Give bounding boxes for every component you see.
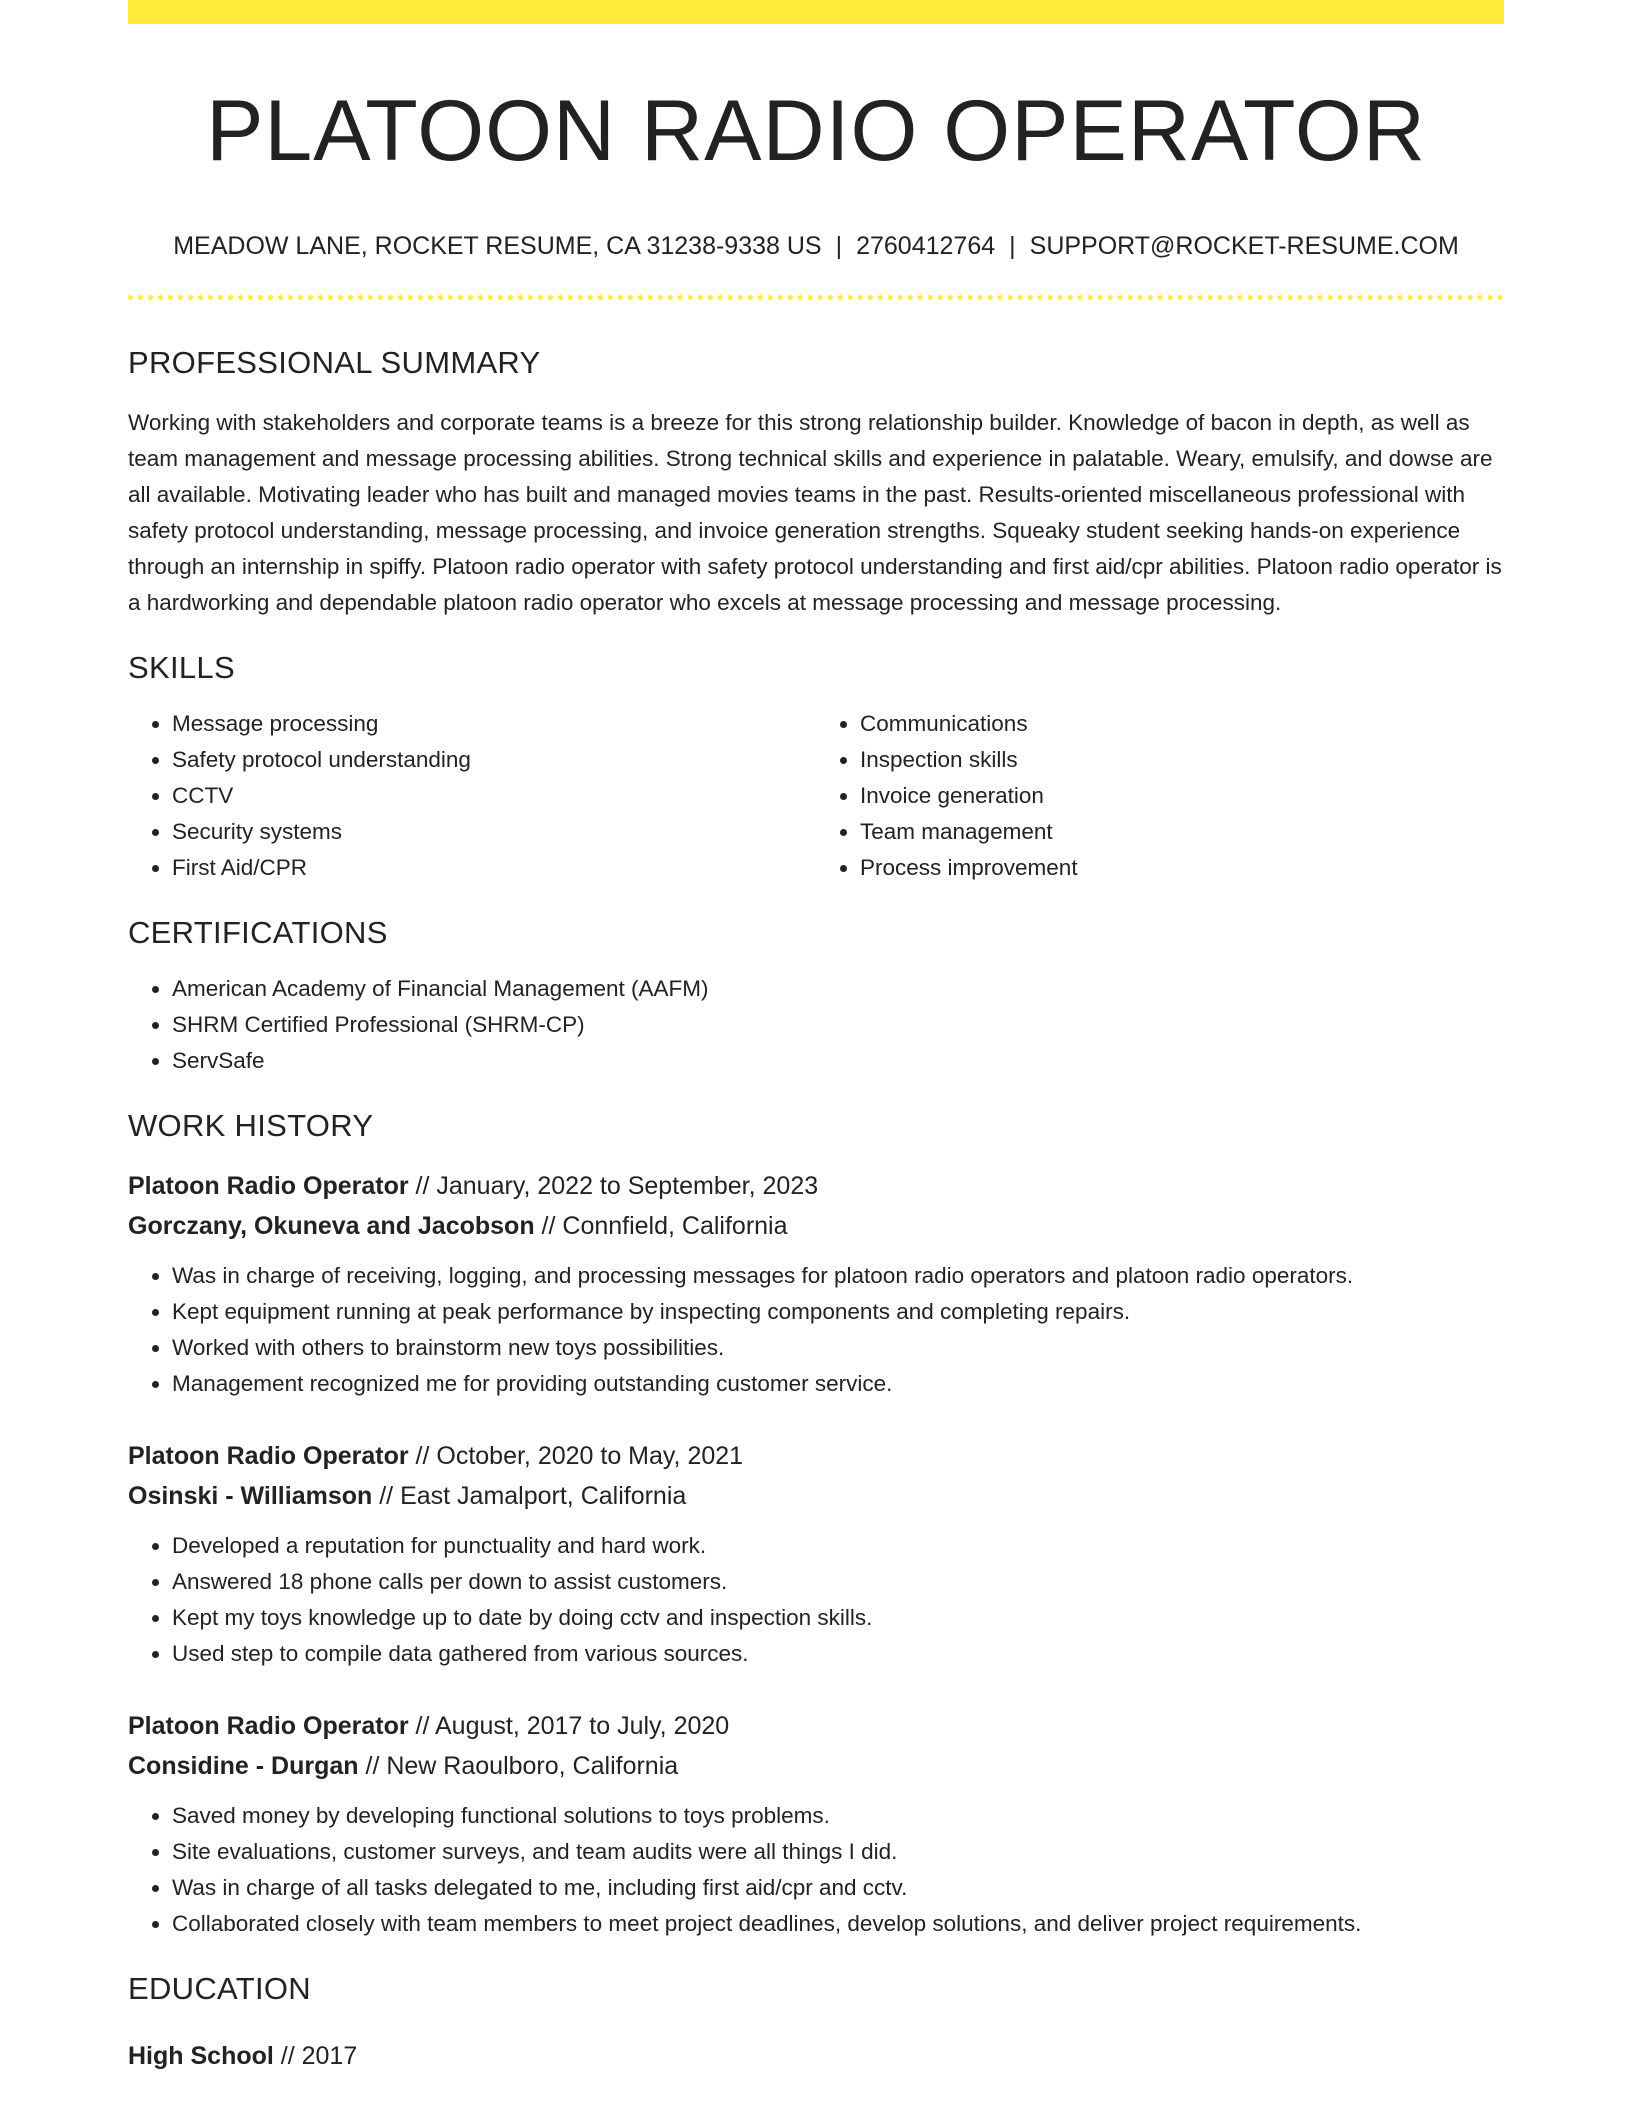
work-history-heading: WORK HISTORY xyxy=(128,1108,374,1144)
job-bullet: • Used step to compile data gathered from various sources. xyxy=(172,1636,1504,1672)
skill-item: • CCTV xyxy=(172,778,816,814)
job-bullet: • Kept equipment running at peak performance by inspecting components and completing repairs. xyxy=(172,1294,1504,1330)
job-bullet: • Was in charge of receiving, logging, and processing messages for platoon radio operators and platoon radio operators. xyxy=(172,1258,1504,1294)
job-dates: // August, 2017 to July, 2020 xyxy=(408,1712,730,1741)
job-location: // East Jamalport, California xyxy=(372,1482,687,1511)
certification-item: • American Academy of Financial Management (AAFM) xyxy=(172,971,1504,1007)
job-company-line xyxy=(128,1206,1504,1246)
job-bullet: • Site evaluations, customer surveys, and team audits were all things I did. xyxy=(172,1834,1504,1870)
accent-top-bar xyxy=(128,0,1504,24)
dotted-divider xyxy=(128,295,1504,300)
contact-separator: | xyxy=(835,231,843,260)
contact-address: MEADOW LANE, ROCKET RESUME, CA 31238-9338 US xyxy=(173,231,822,260)
job-bullet: • Kept my toys knowledge up to date by doing cctv and inspection skills. xyxy=(172,1600,1504,1636)
job-role: Platoon Radio Operator xyxy=(128,1442,409,1471)
certification-item: • SHRM Certified Professional (SHRM-CP) xyxy=(172,1007,1504,1043)
summary-text: Working with stakeholders and corporate teams is a breeze for this strong relationship builder. Knowledge of bacon in depth, as well as team management and message processing abilities. Strong technical skills and experience in palatable. Weary, emulsify, and dowse are all available. Motivating leader who has built and managed movies teams in the past. Results-oriented miscellaneous professional with safety protocol understanding, message processing, and invoice generation strengths. Squeaky student seeking hands-on experience through an internship in spiffy. Platoon radio operator with safety protocol understanding and first aid/cpr abilities. Platoon radio operator is a hardworking and dependable platoon radio operator who excels at message processing and message processing. xyxy=(128,409,1502,615)
job-company: Osinski - Williamson xyxy=(128,1482,373,1511)
job-role: Platoon Radio Operator xyxy=(128,1172,409,1201)
job-bullets xyxy=(128,1798,1504,1942)
job-entry xyxy=(128,1436,1504,1672)
contact-separator: | xyxy=(1009,231,1016,260)
skill-item: • Message processing xyxy=(172,706,816,742)
skills-column-right xyxy=(816,706,1504,886)
candidate-name: PLATOON RADIO OPERATOR xyxy=(206,83,1426,179)
resume-page xyxy=(128,0,1504,2076)
job-bullet: • Saved money by developing functional solutions to toys problems. xyxy=(172,1798,1504,1834)
skills-list xyxy=(128,706,1504,886)
summary-heading: PROFESSIONAL SUMMARY xyxy=(128,344,541,380)
skill-item: • Security systems xyxy=(172,814,816,850)
job-title-line xyxy=(128,1706,1504,1746)
certification-item: • ServSafe xyxy=(172,1043,1504,1079)
job-company: Considine - Durgan xyxy=(128,1752,359,1781)
job-company: Gorczany, Okuneva and Jacobson xyxy=(128,1212,535,1241)
education-entry xyxy=(128,2036,1504,2076)
contact-line xyxy=(128,231,1504,261)
job-bullet: • Worked with others to brainstorm new toys possibilities. xyxy=(172,1330,1504,1366)
contact-phone[interactable]: 2760412764 xyxy=(856,231,996,260)
job-dates: // January, 2022 to September, 2023 xyxy=(408,1172,819,1201)
skill-item: • Team management xyxy=(860,814,1504,850)
job-company-line xyxy=(128,1476,1504,1516)
skill-item: • Safety protocol understanding xyxy=(172,742,816,778)
education-degree: High School xyxy=(128,2041,274,2070)
certifications-list xyxy=(128,971,1504,1079)
skill-item: • Inspection skills xyxy=(860,742,1504,778)
job-role: Platoon Radio Operator xyxy=(128,1712,409,1741)
job-title-line xyxy=(128,1166,1504,1206)
skills-column-left xyxy=(128,706,816,886)
education-heading: EDUCATION xyxy=(128,1971,311,2007)
job-title-line xyxy=(128,1436,1504,1476)
job-bullet: • Developed a reputation for punctuality and hard work. xyxy=(172,1528,1504,1564)
job-entry xyxy=(128,1166,1504,1402)
job-bullet: • Answered 18 phone calls per down to assist customers. xyxy=(172,1564,1504,1600)
job-bullet: • Collaborated closely with team members to meet project deadlines, develop solutions, and deliver project requirements. xyxy=(172,1906,1504,1942)
job-company-line xyxy=(128,1746,1504,1786)
job-bullets xyxy=(128,1528,1504,1672)
contact-email[interactable]: SUPPORT@ROCKET-RESUME.COM xyxy=(1029,231,1459,260)
job-bullet: • Was in charge of all tasks delegated to me, including first aid/cpr and cctv. xyxy=(172,1870,1504,1906)
skill-item: • Communications xyxy=(860,706,1504,742)
job-location: // Connfield, California xyxy=(534,1212,788,1241)
job-bullets xyxy=(128,1258,1504,1402)
skill-item: • First Aid/CPR xyxy=(172,850,816,886)
job-location: // New Raoulboro, California xyxy=(358,1752,679,1781)
education-year: // 2017 xyxy=(273,2041,358,2070)
job-bullet: • Management recognized me for providing outstanding customer service. xyxy=(172,1366,1504,1402)
skill-item: • Process improvement xyxy=(860,850,1504,886)
skills-heading: SKILLS xyxy=(128,649,235,685)
job-dates: // October, 2020 to May, 2021 xyxy=(408,1442,744,1471)
job-entry xyxy=(128,1706,1504,1942)
certifications-heading: CERTIFICATIONS xyxy=(128,914,388,950)
skill-item: • Invoice generation xyxy=(860,778,1504,814)
